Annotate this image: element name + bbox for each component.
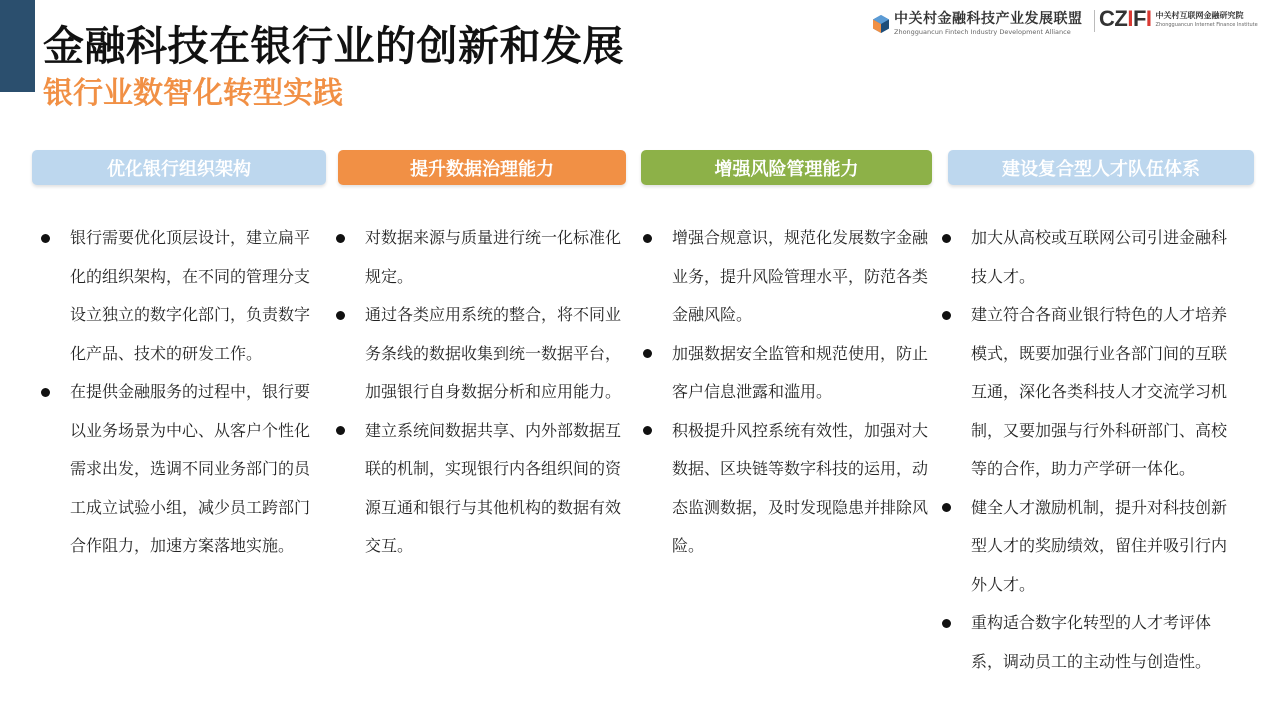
bullet-icon [336, 426, 345, 435]
bullet-icon [643, 349, 652, 358]
zgc-logo-en-text: Zhongguancun Fintech Industry Development Alliance [894, 28, 1071, 36]
list-item-text: 银行需要优化顶层设计，建立扁平化的组织架构，在不同的管理分支设立独立的数字化部门，负责数字化产品、技术的研发工作。 [70, 228, 311, 363]
list-item-text: 建立系统间数据共享、内外部数据互联的机制，实现银行内各组织间的资源互通和银行与其他机构的数据有效交互。 [365, 420, 622, 555]
bullet-icon [942, 311, 951, 320]
list-item-text: 加大从高校或互联网公司引进金融科技人才。 [971, 228, 1228, 286]
czifi-logo-en-text: Zhongguancun Internet Finance Institute [1155, 21, 1258, 28]
list-item [38, 373, 322, 566]
list-item [640, 412, 930, 566]
list-item-text: 对数据来源与质量进行统一化标准化规定。 [365, 228, 622, 286]
list-item-text: 加强数据安全监管和规范使用，防止客户信息泄露和滥用。 [672, 343, 929, 401]
czifi-logo [1099, 7, 1258, 31]
column-organization-list [38, 219, 322, 566]
bullet-icon [942, 619, 951, 628]
column-header-talent-system: 建设复合型人才队伍体系 [948, 150, 1254, 185]
list-item [939, 219, 1239, 296]
zgc-alliance-logo [872, 8, 1083, 40]
list-item [38, 219, 322, 373]
list-item-text: 积极提升风控系统有效性，加强对大数据、区块链等数字科技的运用，动态监测数据，及时发现隐患并排除风险。 [672, 420, 929, 555]
list-item [640, 219, 930, 335]
list-item [333, 219, 627, 296]
list-item [939, 604, 1239, 681]
list-item-text: 增强合规意识，规范化发展数字金融业务，提升风险管理水平，防范各类金融风险。 [672, 228, 929, 324]
zgc-logo-icon [872, 14, 890, 34]
column-talent-system-list [939, 219, 1239, 681]
bullet-icon [942, 234, 951, 243]
column-data-governance-list [333, 219, 627, 566]
bullet-icon [942, 503, 951, 512]
bullet-icon [336, 311, 345, 320]
list-item [333, 296, 627, 412]
list-item [640, 335, 930, 412]
list-item-text: 建立符合各商业银行特色的人才培养模式，既要加强行业各部门间的互联互通，深化各类科技人才交流学习机制，又要加强与行外科研部门、高校等的合作，助力产学研一体化。 [971, 305, 1228, 478]
list-item [939, 296, 1239, 489]
bullet-icon [41, 388, 50, 397]
column-header-risk-management: 增强风险管理能力 [641, 150, 932, 185]
zgc-logo-cn-text: 中关村金融科技产业发展联盟 [894, 11, 1083, 27]
corner-accent-bar [0, 0, 35, 92]
bullet-icon [41, 234, 50, 243]
page-subtitle: 银行业数智化转型实践 [43, 76, 343, 111]
page-title: 金融科技在银行业的创新和发展 [43, 22, 624, 70]
czifi-logo-cn-text: 中关村互联网金融研究院 [1155, 10, 1244, 20]
logo-divider [1094, 10, 1095, 32]
bullet-icon [643, 426, 652, 435]
list-item [333, 412, 627, 566]
column-risk-management-list [640, 219, 930, 566]
bullet-icon [643, 234, 652, 243]
list-item [939, 489, 1239, 605]
list-item-text: 在提供金融服务的过程中，银行要以业务场景为中心、从客户个性化需求出发，选调不同业务部门的员工成立试验小组，减少员工跨部门合作阻力，加速方案落地实施。 [70, 382, 311, 555]
czifi-logo-mark: CZIFI [1099, 6, 1152, 31]
list-item-text: 重构适合数字化转型的人才考评体系，调动员工的主动性与创造性。 [971, 613, 1212, 671]
column-header-organization: 优化银行组织架构 [32, 150, 326, 185]
list-item-text: 通过各类应用系统的整合，将不同业务条线的数据收集到统一数据平台，加强银行自身数据分析和应用能力。 [365, 305, 622, 401]
column-header-data-governance: 提升数据治理能力 [338, 150, 626, 185]
bullet-icon [336, 234, 345, 243]
list-item-text: 健全人才激励机制，提升对科技创新型人才的奖励绩效，留住并吸引行内外人才。 [971, 497, 1228, 594]
